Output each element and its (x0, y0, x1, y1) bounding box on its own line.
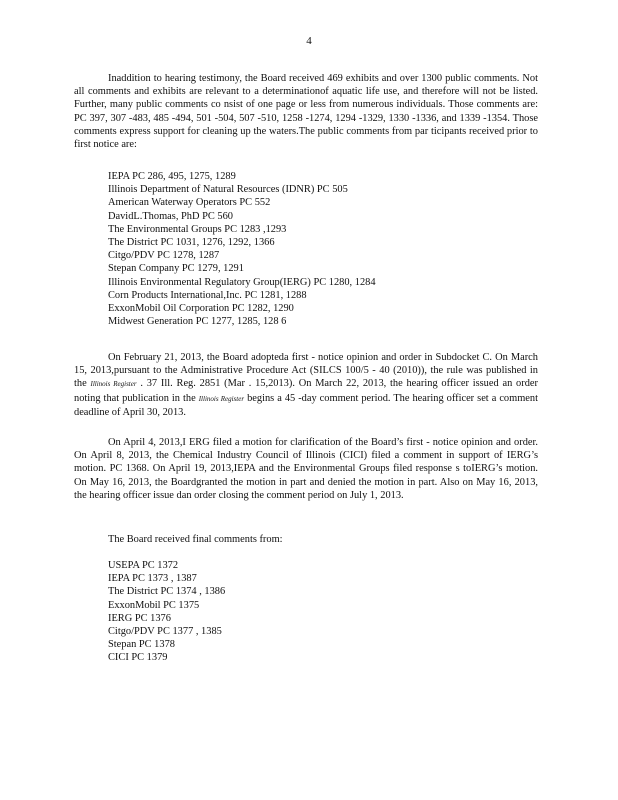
list-item: Illinois Department of Natural Resources (IDNR) PC 505 (108, 184, 348, 196)
paragraph-text: Inaddition to hearing testimony, the Board received 469 exhibits and over 1300 public comments. Not all comments and exhibits are relevant to a determinationof aquatic life use, and therefore will not be listed. Further, many public comments co nsist of one page or less from numerous individuals. Those comments are: PC 397, 307 -483, 485 -494, 501 -504, 507 -510, 1258 -1274, 1294 -1329, 1330 -1336, and 1339 -1354. Those comments express support for cleaning up the waters.The public comments from par ticipants received prior to first notice are: (74, 73, 538, 151)
list-item: Midwest Generation PC 1277, 1285, 128 6 (108, 316, 287, 328)
list-item: The Environmental Groups PC 1283 ,1293 (108, 223, 287, 235)
final-comments-list (108, 559, 508, 665)
list-item: ExxonMobil PC 1375 (108, 599, 200, 611)
list-item: IEPA PC 1373 , 1387 (108, 573, 197, 585)
list-item: American Waterway Operators PC 552 (108, 197, 271, 209)
first-notice-participants-list (108, 170, 508, 328)
paragraph-part: begins a 45 -day comment period. The hearing officer set a comment deadline of April 30, 2013. (74, 392, 538, 418)
paragraph-public-comments (74, 72, 538, 151)
list-item: The District PC 1374 , 1386 (108, 586, 226, 598)
list-item: ExxonMobil Oil Corporation PC 1282, 1290 (108, 302, 294, 314)
list-item: Citgo/PDV PC 1377 , 1385 (108, 625, 222, 637)
list-item: Corn Products International,Inc. PC 1281, 1288 (108, 289, 307, 301)
list-item: CICI PC 1379 (108, 652, 168, 664)
list-item: The District PC 1031, 1276, 1292, 1366 (108, 236, 275, 248)
paragraph-part: . 37 Ill. Reg. 2851 (Mar . 15,2013). On March 22, 2013, the hearing officer issued an order noting that publication in the (74, 378, 538, 404)
paragraph-text: The Board received final comments from: (108, 534, 283, 545)
list-item: DavidL.Thomas, PhD PC 560 (108, 210, 233, 222)
paragraph-first-notice (74, 351, 538, 419)
page-number: 4 (306, 35, 312, 47)
register-citation: Illinois Register (198, 394, 245, 403)
list-item: USEPA PC 1372 (108, 560, 179, 571)
list-item: IEPA PC 286, 495, 1275, 1289 (108, 171, 236, 182)
paragraph-motion (74, 436, 538, 502)
paragraph-part: On February 21, 2013, the Board adopteda first - notice opinion and order in Subdocket C. On March 15, 2013,pursuant to the Administrative Procedure Act (SILCS 100/5 - 40 (2010)), the rule was published in the (74, 352, 538, 390)
list-item: Stepan PC 1378 (108, 639, 175, 651)
register-citation: Illinois Register (90, 380, 137, 389)
paragraph-text (74, 351, 538, 419)
list-item: Citgo/PDV PC 1278, 1287 (108, 250, 220, 262)
list-item: Illinois Environmental Regulatory Group(IERG) PC 1280, 1284 (108, 276, 376, 288)
paragraph-final-comments (74, 533, 538, 546)
list-item: Stepan Company PC 1279, 1291 (108, 263, 244, 275)
list-item: IERG PC 1376 (108, 612, 171, 624)
paragraph-text: On April 4, 2013,I ERG filed a motion for clarification of the Board’s first - notice opinion and order. On April 8, 2013, the Chemical Industry Council of Illinois (CICI) filed a comment in support of IERG’s motion. PC 1368. On April 19, 2013,IEPA and the Environmental Groups filed response s toIERG’s motion. On May 16, 2013, the Boardgranted the motion in part and denied the motion in part. Also on May 16, 2013, the hearing officer issue dan order closing the comment period on July 1, 2013. (74, 437, 538, 501)
